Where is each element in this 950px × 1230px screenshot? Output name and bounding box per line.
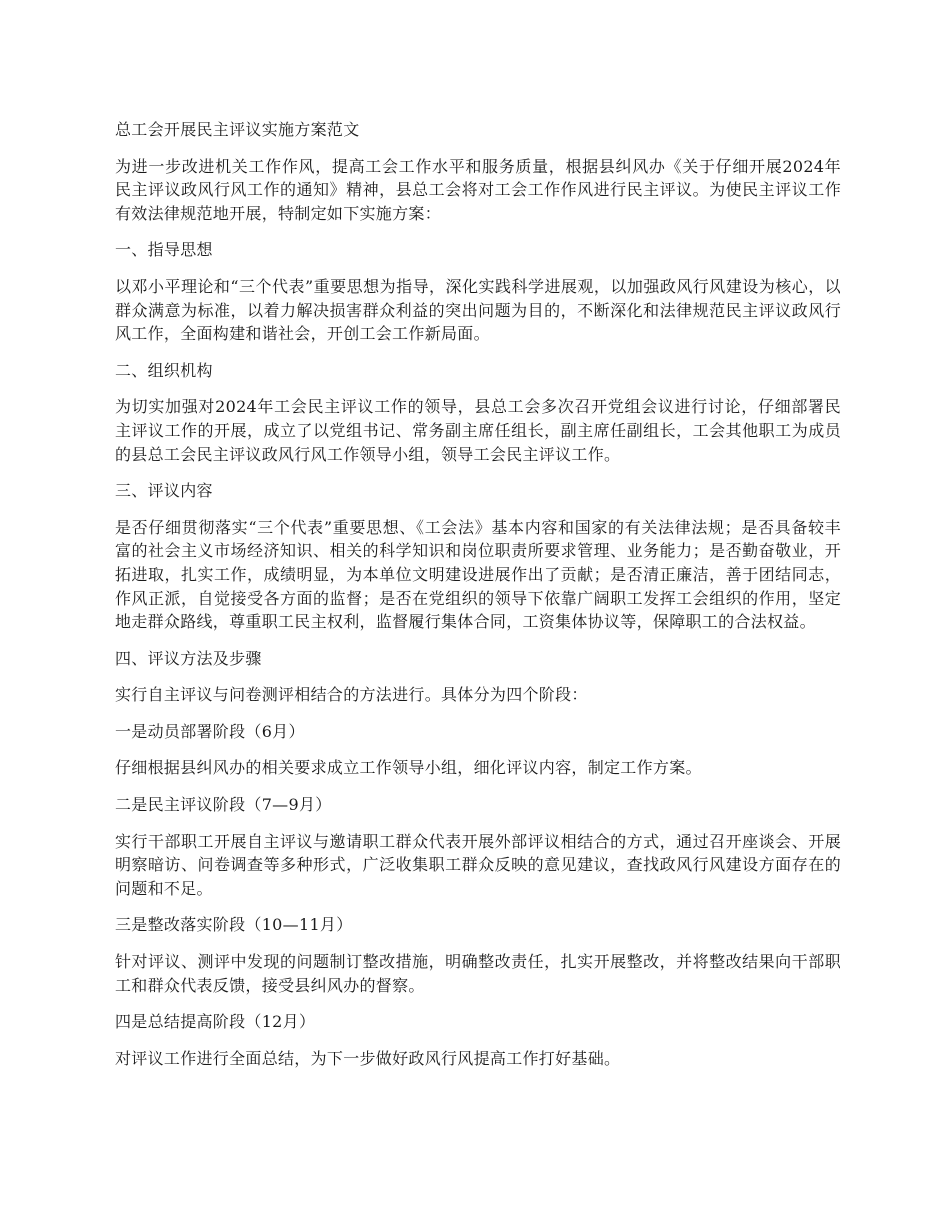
document-page bbox=[115, 118, 841, 1083]
stage-heading-3: 三是整改落实阶段（10—11月） bbox=[115, 915, 353, 935]
stage-heading-1: 一是动员部署阶段（6月） bbox=[115, 721, 305, 741]
paragraph-methods: 实行自主评议与问卷测评相结合的方法进行。具体分为四个阶段： bbox=[115, 685, 588, 705]
paragraph-stage-3: 针对评议、测评中发现的问题制订整改措施，明确整改责任，扎实开展整改，并将整改结果向干部职工和群众代表反馈，接受县纠风办的督察。 bbox=[115, 952, 841, 995]
document-title: 总工会开展民主评议实施方案范文 bbox=[115, 120, 360, 139]
paragraph-stage-4: 对评议工作进行全面总结，为下一步做好政风行风提高工作打好基础。 bbox=[115, 1048, 621, 1068]
paragraph-guiding-thought: 以邓小平理论和“三个代表”重要思想为指导，深化实践科学进展观，以加强政风行风建设为核心，以群众满意为标准，以着力解决损害群众利益的突出问题为目的，不断深化和法律规范民主评议政风行风工作，全面构建和谐社会，开创工会工作新局面。 bbox=[115, 276, 841, 344]
paragraph-stage-1: 仔细根据县纠风办的相关要求成立工作领导小组，细化评议内容，制定工作方案。 bbox=[115, 758, 702, 778]
paragraph-intro: 为进一步改进机关工作作风，提高工会工作水平和服务质量，根据县纠风办《关于仔细开展2024年民主评议政风行风工作的通知》精神，县总工会将对工会工作作风进行民主评议。为使民主评议工作有效法律规范地开展，特制定如下实施方案： bbox=[115, 156, 841, 223]
section-heading-methods: 四、评议方法及步骤 bbox=[115, 648, 262, 668]
paragraph-organization: 为切实加强对2024年工会民主评议工作的领导，县总工会多次召开党组会议进行讨论，仔细部署民主评议工作的开展，成立了以党组书记、常务副主席任组长，副主席任副组长，工会其他职工为成员的县总工会民主评议政风行风工作领导小组，领导工会民主评议工作。 bbox=[115, 397, 841, 464]
paragraph-content: 是否仔细贯彻落实“三个代表”重要思想、《工会法》基本内容和国家的有关法律法规；是否具备较丰富的社会主义市场经济知识、相关的科学知识和岗位职责所要求管理、业务能力；是否勤奋敬业，开拓进取，扎实工作，成绩明显，为本单位文明建设进展作出了贡献；是否清正廉洁，善于团结同志，作风正派，自觉接受各方面的监督；是否在党组织的领导下依靠广阔职工发挥工会组织的作用，坚定地走群众路线，尊重职工民主权利，监督履行集体合同，工资集体协议等，保障职工的合法权益。 bbox=[115, 517, 841, 632]
stage-heading-4: 四是总结提高阶段（12月） bbox=[115, 1012, 316, 1032]
paragraph-stage-2: 实行干部职工开展自主评议与邀请职工群众代表开展外部评议相结合的方式，通过召开座谈会、开展明察暗访、问卷调查等多种形式，广泛收集职工群众反映的意见建议，查找政风行风建设方面存在的问题和不足。 bbox=[115, 831, 841, 898]
stage-heading-2: 二是民主评议阶段（7—9月） bbox=[115, 795, 332, 815]
section-heading-organization: 二、组织机构 bbox=[115, 360, 213, 380]
section-heading-guiding-thought: 一、指导思想 bbox=[115, 240, 213, 260]
section-heading-content: 三、评议内容 bbox=[115, 481, 213, 501]
